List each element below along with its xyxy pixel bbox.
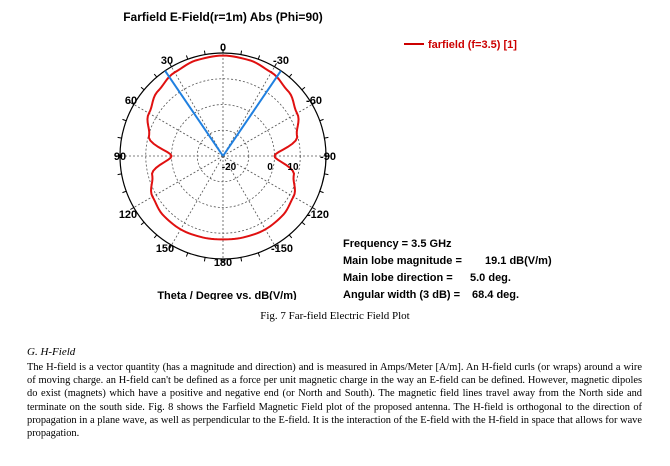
grid-tick-170	[241, 257, 242, 261]
grid-tick-200	[186, 253, 187, 257]
grid-tick-160	[258, 253, 259, 257]
info-width-label: Angular width (3 dB) =	[343, 289, 461, 301]
info-width-value: 68.4 deg.	[472, 289, 520, 301]
angle-label-0: 0	[219, 42, 227, 54]
angle-label-minus60: -60	[306, 95, 322, 107]
grid-tick-250	[122, 191, 126, 192]
grid-tick-280	[118, 137, 122, 138]
angle-label-90: 90	[113, 151, 127, 163]
grid-tick-290	[122, 119, 126, 120]
radial-label-10: 10	[287, 162, 299, 173]
info-mag-label: Main lobe magnitude =	[343, 255, 462, 267]
main-lobe-marker-left	[165, 71, 223, 156]
main-lobe-marker-right	[223, 71, 281, 156]
grid-tick-40	[289, 74, 292, 77]
angle-label-minus150: -150	[270, 243, 294, 255]
grid-tick-100	[324, 174, 328, 175]
legend-label: farfield (f=3.5) [1]	[428, 39, 517, 51]
angle-label-60: 60	[124, 95, 138, 107]
info-frequency: Frequency = 3.5 GHz	[343, 238, 452, 250]
axis-caption: Theta / Degree vs. dB(V/m)	[157, 290, 297, 300]
angle-label-minus30: -30	[273, 55, 289, 67]
grid-tick-220	[154, 235, 157, 238]
angle-label-120: 120	[118, 209, 138, 221]
grid-tick-190	[204, 257, 205, 261]
section-heading: G. H-Field	[27, 346, 76, 358]
grid-tick-110	[320, 191, 324, 192]
grid-spoke-330	[172, 67, 224, 156]
figure-caption: Fig. 7 Far-field Electric Field Plot	[260, 310, 410, 322]
grid-tick-10	[241, 51, 242, 55]
info-dir-value: 5.0 deg.	[470, 272, 511, 284]
angle-label-minus90: -90	[320, 151, 336, 163]
angle-label-150: 150	[155, 243, 175, 255]
grid-tick-340	[186, 55, 187, 59]
grid-spoke-240	[134, 156, 223, 208]
angle-label-30: 30	[160, 55, 174, 67]
grid-tick-350	[204, 51, 205, 55]
grid-tick-310	[141, 87, 144, 90]
grid-tick-140	[289, 235, 292, 238]
radial-label-0: 0	[267, 162, 273, 173]
info-mag-value: 19.1 dB(V/m)	[485, 255, 552, 267]
grid-tick-230	[141, 222, 144, 225]
grid-tick-20	[258, 55, 259, 59]
angle-label-minus120: -120	[306, 209, 330, 221]
grid-tick-260	[118, 174, 122, 175]
grid-spoke-210	[172, 156, 224, 245]
info-dir-label: Main lobe direction =	[343, 272, 453, 284]
section-body: The H-field is a vector quantity (has a magnitude and direction) and is measured in Amps/Meter [A/m]. An H-field curls (or wraps) around a wire of moving charge. an H-field can't be defined as a force per unit magnetic charge in the way an E-field can be defined. However, magnetic dipoles do exist (magnets) which have a positive and negative end (or North and South). The magnetic field lines travel away from the North side and terminate on the south side. Fig. 8 shows the Farfield Magnetic Field plot of the proposed antenna. The H-field is orthogonal to the direction of propagation in a plane wave, as well as perpendicular to the E-field. It is the interaction of the E-field with the H-field in space that allows for wave propagation.	[27, 362, 642, 440]
plot-title: Farfield E-Field(r=1m) Abs (Phi=90)	[123, 10, 323, 24]
grid-tick-80	[324, 137, 328, 138]
angle-label-180: 180	[213, 257, 233, 269]
grid-tick-130	[302, 222, 305, 225]
grid-tick-50	[302, 87, 305, 90]
grid-tick-70	[320, 119, 324, 120]
radial-label-minus20: -20	[221, 162, 237, 173]
grid-tick-320	[154, 74, 157, 77]
